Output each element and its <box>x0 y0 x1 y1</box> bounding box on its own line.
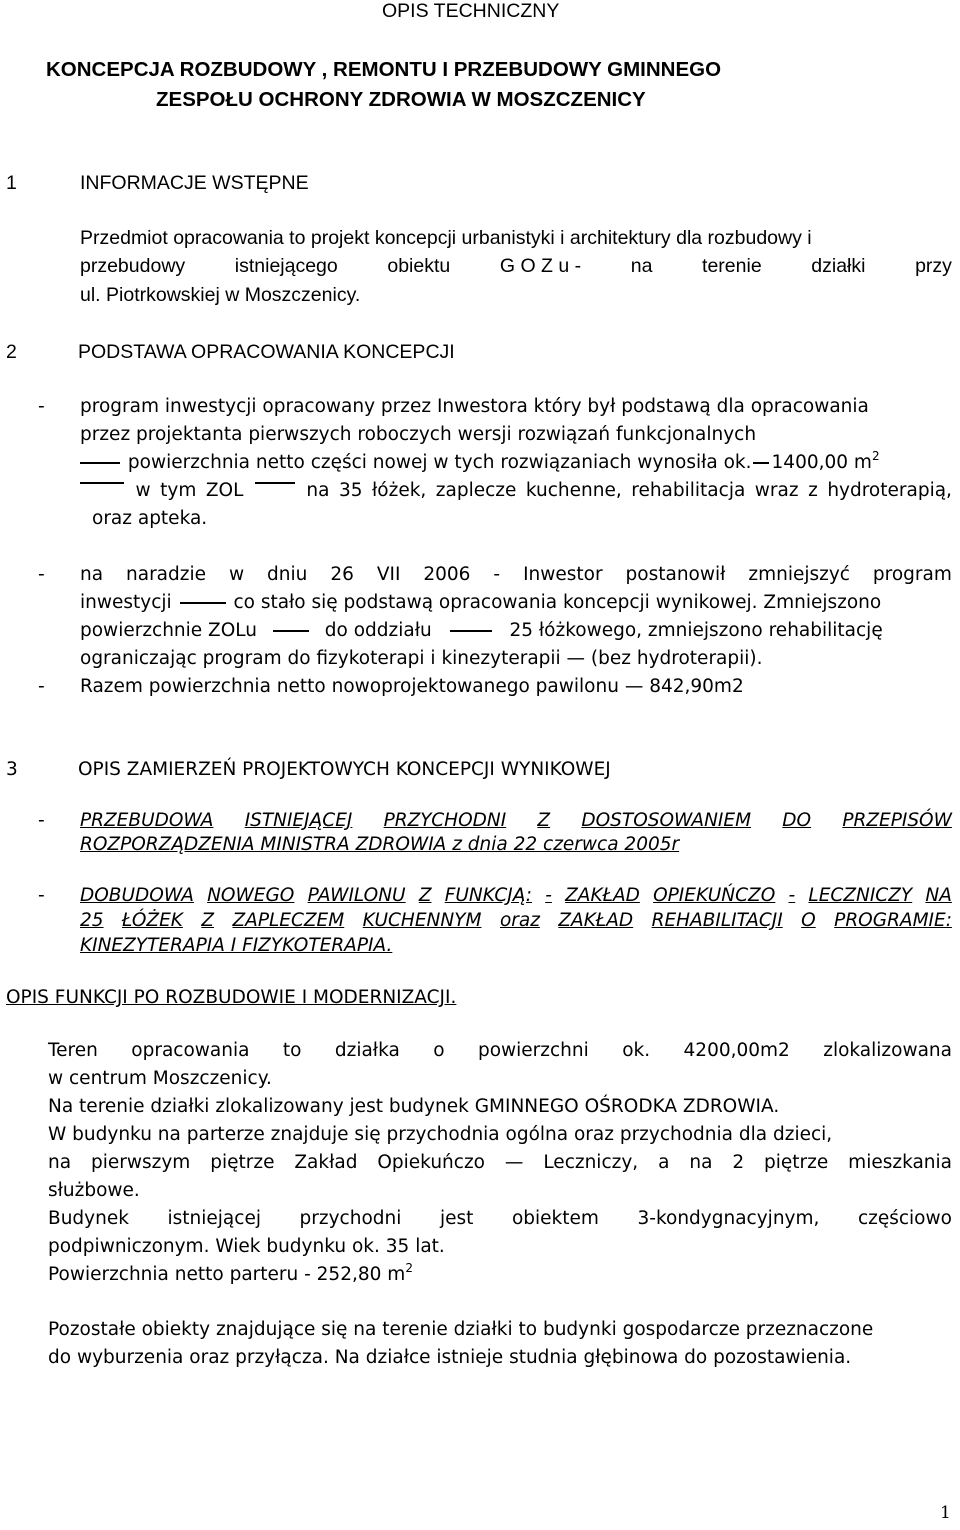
long-dash <box>450 630 492 632</box>
section-3-number: 3 <box>6 759 18 780</box>
word: przebudowy <box>80 255 186 277</box>
word: PRZEPISÓW <box>842 810 952 831</box>
word: a <box>658 1152 670 1173</box>
word: FUNKCJĄ: <box>444 885 532 906</box>
word: ISTNIEJĄCEJ <box>244 810 353 831</box>
word: rehabilitacja <box>631 480 746 501</box>
bullet1-line3-value: 1400,00 m <box>771 452 872 473</box>
section-2-bullet2-line1 <box>80 566 952 585</box>
word: program <box>872 564 952 585</box>
word: OPIEKUŃCZO <box>653 885 776 906</box>
word: zlokalizowana <box>823 1040 952 1061</box>
word: DOSTOSOWANIEM <box>581 810 752 831</box>
section-4-p1-line4: W budynku na parterze znajduje się przychodnia ogólna oraz przychodnia dla dzieci, <box>48 1124 833 1145</box>
section-3-item1-line2: ROZPORZĄDZENIA MINISTRA ZDROWIA z dnia 22 czerwca 2005r <box>80 834 680 855</box>
word: przy <box>915 255 952 277</box>
section-2-number: 2 <box>6 341 17 363</box>
long-dash <box>180 602 226 604</box>
section-1-number: 1 <box>6 172 17 194</box>
word: ok. <box>622 1040 651 1061</box>
section-2-bullet1-line5: oraz apteka. <box>92 508 208 529</box>
word: na <box>689 1152 713 1173</box>
word: Z <box>201 910 215 931</box>
word: hydroterapią, <box>827 480 952 501</box>
bullet-dash: - <box>38 676 45 697</box>
word: mieszkania <box>848 1152 952 1173</box>
bullet2-line3-b: do oddziału <box>324 620 432 641</box>
bullet1-line3-text: powierzchnia netto części nowej w tych rozwiązaniach wynosiła ok. <box>127 452 752 473</box>
word: działki <box>811 255 866 277</box>
word: Opiekuńczo <box>377 1152 485 1173</box>
word: istniejącego <box>234 255 338 277</box>
word: O <box>801 910 816 931</box>
document-header: OPIS TECHNICZNY <box>382 0 560 22</box>
word: przychodni <box>299 1208 402 1229</box>
word: 4200,00m2 <box>683 1040 790 1061</box>
long-dash <box>80 462 120 464</box>
word: PROGRAMIE: <box>834 910 952 931</box>
word: KUCHENNYM <box>362 910 482 931</box>
word: piętrze <box>764 1152 829 1173</box>
word: w <box>135 480 151 501</box>
superscript: 2 <box>871 449 880 463</box>
word: obiektu <box>387 255 451 277</box>
word: LECZNICZY <box>808 885 913 906</box>
word: ZAKŁAD <box>565 885 640 906</box>
word: ZAPLECZEM <box>232 910 345 931</box>
section-1-heading: INFORMACJE WSTĘPNE <box>80 172 309 194</box>
word: 26 <box>330 564 354 585</box>
section-4-p2-line1: Pozostałe obiekty znajdujące się na terenie działki to budynki gospodarcze przeznaczone <box>48 1319 874 1340</box>
section-2-bullet1-line4 <box>78 482 952 501</box>
word: — <box>504 1152 524 1173</box>
word: G O Z u - <box>499 255 582 277</box>
word: opracowania <box>131 1040 250 1061</box>
document-title-line2: ZESPOŁU OCHRONY ZDROWIA W MOSZCZENICY <box>156 88 646 111</box>
section-2-bullet3-text: Razem powierzchnia netto nowoprojektowanego pawilonu — 842,90m2 <box>80 676 744 697</box>
word: 2 <box>732 1152 745 1173</box>
word: ZOL <box>205 480 244 501</box>
page-number: 1 <box>940 1503 951 1523</box>
word: istniejącej <box>167 1208 261 1229</box>
section-2-bullet2-line4: ograniczając program do fizykoterapi i kinezyterapii — (bez hydroterapii). <box>80 648 763 669</box>
word: naradzie <box>126 564 206 585</box>
section-4-p1-line8: podpiwniczonym. Wiek budynku ok. 35 lat. <box>48 1236 445 1257</box>
word: - <box>493 564 501 585</box>
long-dash <box>273 630 309 632</box>
word: REHABILITACJI <box>651 910 783 931</box>
section-1-line2 <box>80 257 952 277</box>
word: Teren <box>48 1040 98 1061</box>
word: o <box>433 1040 445 1061</box>
bullet2-line2-a: inwestycji <box>80 592 172 613</box>
word: to <box>282 1040 302 1061</box>
word: wraz <box>754 480 799 501</box>
bullet-dash: - <box>38 396 45 417</box>
word: zaplecze <box>435 480 517 501</box>
section-4-p2-line2: do wyburzenia oraz przyłącza. Na działce istnieje studnia głębinowa do pozostawienia. <box>48 1347 852 1368</box>
word: zmniejszyć <box>748 564 850 585</box>
section-2-bullet1-line1: program inwestycji opracowany przez Inwestora który był podstawą dla opracowania <box>80 396 869 417</box>
bullet-dash: - <box>38 885 45 906</box>
word: tym <box>160 480 197 501</box>
word: 25 <box>80 910 104 931</box>
section-4-p1-line6: służbowe. <box>48 1180 140 1201</box>
section-4-p1-line3: Na terenie działki zlokalizowany jest budynek GMINNEGO OŚRODKA ZDROWIA. <box>48 1096 780 1117</box>
section-2-bullet1-line2: przez projektanta pierwszych roboczych wersji rozwiązań funkcjonalnych <box>80 424 757 445</box>
section-2-bullet2-line2 <box>80 594 881 613</box>
word: z <box>808 480 818 501</box>
bullet2-line3-a: powierzchnie ZOLu <box>80 620 257 641</box>
word: 3-kondygnacyjnym, <box>637 1208 820 1229</box>
bullet-dash: - <box>38 564 45 585</box>
word: VII <box>376 564 401 585</box>
section-3-item2-line3: KINEZYTERAPIA I FIZYKOTERAPIA. <box>80 935 393 956</box>
word: NOWEGO <box>207 885 295 906</box>
word: działka <box>334 1040 400 1061</box>
word: PRZEBUDOWA <box>80 810 214 831</box>
word: na <box>630 255 653 277</box>
word: postanowił <box>625 564 726 585</box>
word: w <box>228 564 245 585</box>
section-3-item2-line1 <box>80 887 952 906</box>
word: 35 <box>338 480 363 501</box>
section-4-p1-line2: w centrum Moszczenicy. <box>48 1068 272 1089</box>
word: na <box>80 564 104 585</box>
long-dash <box>753 462 769 464</box>
word: Budynek <box>48 1208 129 1229</box>
bullet2-line2-b: co stało się podstawą opracowania koncepcji wynikowej. Zmniejszono <box>233 592 882 613</box>
bullet2-line3-c: 25 łóżkowego, zmniejszono rehabilitację <box>509 620 883 641</box>
word: powierzchni <box>477 1040 589 1061</box>
section-2-heading: PODSTAWA OPRACOWANIA KONCEPCJI <box>78 341 455 363</box>
word: Z <box>418 885 432 906</box>
bullet-dash: - <box>38 810 45 831</box>
section-3-item2-line2 <box>80 912 952 931</box>
section-4-p1-line7 <box>48 1210 952 1229</box>
section-1-line3: ul. Piotrkowskiej w Moszczenicy. <box>80 284 361 306</box>
word: Leczniczy, <box>543 1152 639 1173</box>
long-dash <box>80 482 124 484</box>
section-4-p1-line9 <box>48 1261 413 1285</box>
section-3-heading: OPIS ZAMIERZEŃ PROJEKTOWYCH KONCEPCJI WYNIKOWEJ <box>78 759 611 780</box>
word: DOBUDOWA <box>80 885 194 906</box>
document-title-line1: KONCEPCJA ROZBUDOWY , REMONTU I PRZEBUDOWY GMINNEGO <box>46 58 722 81</box>
word: ŁÓŻEK <box>122 910 183 931</box>
word: piętrze <box>210 1152 275 1173</box>
word: - <box>545 885 552 906</box>
long-dash <box>255 482 295 484</box>
parter-area-text: Powierzchnia netto parteru - 252,80 m <box>48 1264 406 1285</box>
word: częściowo <box>857 1208 952 1229</box>
word: PRZYCHODNI <box>383 810 507 831</box>
section-4-heading: OPIS FUNKCJI PO ROZBUDOWIE I MODERNIZACJI. <box>6 987 457 1008</box>
word: ZAKŁAD <box>558 910 634 931</box>
word: na <box>48 1152 72 1173</box>
word: na <box>306 480 330 501</box>
word: PAWILONU <box>307 885 406 906</box>
word: Z <box>537 810 551 831</box>
word: oraz <box>499 910 540 931</box>
section-2-bullet1-line3 <box>78 449 880 473</box>
section-1-line1: Przedmiot opracowania to projekt koncepcji urbanistyki i architektury dla rozbudowy i <box>80 227 812 249</box>
word: NA <box>925 885 952 906</box>
word: terenie <box>702 255 762 277</box>
word: pierwszym <box>90 1152 191 1173</box>
word: DO <box>782 810 812 831</box>
word: obiektem <box>511 1208 599 1229</box>
word: jest <box>439 1208 474 1229</box>
word: 2006 <box>423 564 471 585</box>
superscript: 2 <box>405 1261 413 1275</box>
word: - <box>788 885 796 906</box>
word: Zakład <box>294 1152 358 1173</box>
word: łóżek, <box>372 480 427 501</box>
section-3-item1-line1 <box>80 812 952 831</box>
section-4-p1-line1 <box>48 1042 952 1061</box>
word: kuchenne, <box>525 480 622 501</box>
word: dniu <box>267 564 308 585</box>
section-2-bullet2-line3 <box>80 622 883 641</box>
word: Inwestor <box>523 564 603 585</box>
section-4-p1-line5 <box>48 1154 952 1173</box>
